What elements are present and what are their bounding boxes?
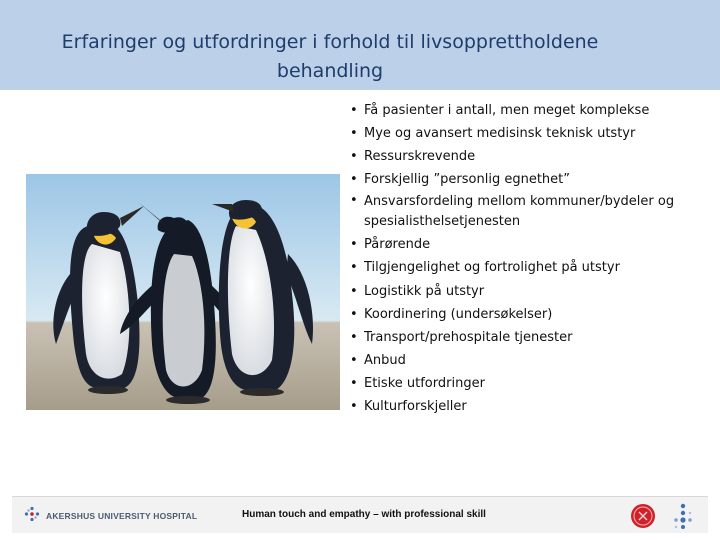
- bullet-list: [350, 99, 680, 418]
- list-item: • Tilgjengelighet og fortrolighet på utstyr: [350, 256, 680, 279]
- list-item: • Logistikk på utstyr: [350, 280, 680, 303]
- list-item: • Forskjellig ”personlig egnethet”: [350, 168, 680, 191]
- footer-tagline: Human touch and empathy – with professional skill: [242, 509, 486, 520]
- dots-cross-icon: [670, 502, 696, 530]
- list-item: • Koordinering (undersøkelser): [350, 303, 680, 326]
- hospital-name: AKERSHUS UNIVERSITY HOSPITAL: [46, 511, 198, 521]
- list-item: • Få pasienter i antall, men meget komplekse: [350, 99, 680, 122]
- list-item: • Kulturforskjeller: [350, 395, 680, 418]
- red-seal-icon: [630, 503, 656, 529]
- list-item: • Ressurskrevende: [350, 145, 680, 168]
- list-item: • Transport/prehospitale tjenester: [350, 326, 680, 349]
- penguins-photo: [26, 174, 340, 410]
- hospital-logo: [24, 506, 197, 526]
- list-item: • Mye og avansert medisinsk teknisk utstyr: [350, 122, 680, 145]
- list-item: • Etiske utfordringer: [350, 372, 680, 395]
- list-item: • Ansvarsfordeling mellom kommuner/bydeler og spesialisthelsetjenesten: [350, 191, 680, 233]
- list-item: • Pårørende: [350, 233, 680, 256]
- hospital-logo-icon: [24, 506, 40, 527]
- slide-title: Erfaringer og utfordringer i forhold til livsopprettholdene behandling: [61, 31, 599, 82]
- list-item: • Anbud: [350, 349, 680, 372]
